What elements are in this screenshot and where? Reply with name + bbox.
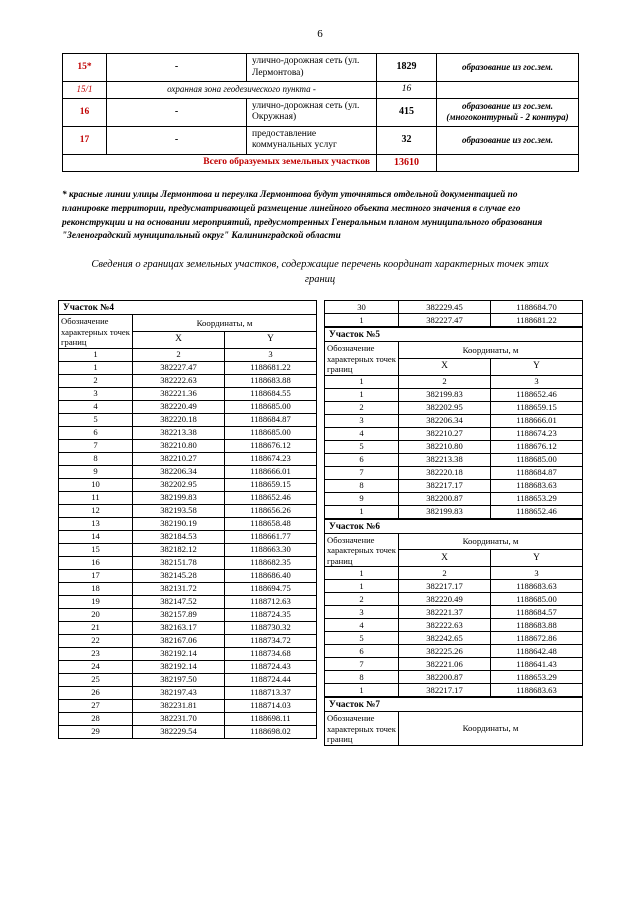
point-number: 28: [59, 712, 133, 725]
plot-title-row: [325, 519, 583, 533]
point-x: 382213.38: [399, 453, 491, 466]
table-row: [63, 98, 579, 126]
point-x: 382231.81: [133, 699, 225, 712]
header-y: Y: [491, 358, 583, 375]
point-x: 382220.49: [133, 400, 225, 413]
column-number: 3: [491, 567, 583, 580]
header-x: X: [399, 550, 491, 567]
point-number: 9: [325, 492, 399, 505]
point-number: 2: [59, 374, 133, 387]
point-x: 382163.17: [133, 621, 225, 634]
table-row: [59, 426, 317, 439]
plot-purpose: улично-дорожная сеть (ул. Лермонтова): [247, 54, 377, 82]
point-y: 1188652.46: [225, 491, 317, 504]
section-heading-line2: характерных точек этих границ: [304, 258, 549, 285]
point-number: 7: [59, 439, 133, 452]
point-y: 1188663.30: [225, 543, 317, 556]
point-x: 382202.95: [399, 401, 491, 414]
point-y: 1188684.70: [491, 301, 583, 314]
point-number: 4: [325, 427, 399, 440]
point-number: 21: [59, 621, 133, 634]
point-number: 6: [325, 453, 399, 466]
point-x: 382217.17: [399, 580, 491, 593]
point-x: 382199.83: [133, 491, 225, 504]
table-row: [325, 414, 583, 427]
point-y: 1188724.44: [225, 673, 317, 686]
point-x: 382220.49: [399, 593, 491, 606]
table-row: [325, 453, 583, 466]
header-coordinates: Координаты, м: [399, 533, 583, 550]
point-y: 1188676.12: [491, 440, 583, 453]
point-number: 5: [59, 413, 133, 426]
point-y: 1188653.29: [491, 671, 583, 684]
point-number: 11: [59, 491, 133, 504]
point-y: 1188652.46: [491, 388, 583, 401]
section-heading: [85, 258, 555, 287]
zone-description: охранная зона геодезического пункта -: [107, 82, 377, 99]
point-y: 1188685.00: [491, 453, 583, 466]
point-y: 1188684.87: [225, 413, 317, 426]
point-number: 6: [325, 645, 399, 658]
point-number: 1: [325, 505, 399, 518]
page-number: 6: [317, 28, 323, 40]
point-number: 29: [59, 725, 133, 738]
zone-area: 16: [377, 82, 437, 99]
table-row: [325, 479, 583, 492]
table-row: [59, 361, 317, 374]
header-x: X: [399, 358, 491, 375]
coordinates-columns: [0, 300, 640, 746]
section-heading-line1: Сведения о границах земельных участков, содержащие перечень координат: [91, 258, 433, 270]
plot-area: 32: [377, 126, 437, 154]
coordinates-table: [324, 519, 583, 698]
header-designation: Обозначение характерных точек границ: [325, 533, 399, 567]
column-number: 2: [399, 567, 491, 580]
table-row: [325, 580, 583, 593]
column-number: 3: [225, 348, 317, 361]
plot-title-row: [59, 301, 317, 315]
coordinates-table: [324, 300, 583, 327]
point-x: 382210.27: [133, 452, 225, 465]
point-number: 8: [325, 479, 399, 492]
point-y: 1188684.87: [491, 466, 583, 479]
point-y: 1188734.68: [225, 647, 317, 660]
point-y: 1188652.46: [491, 505, 583, 518]
point-y: 1188724.35: [225, 608, 317, 621]
plot-purpose: предоставление коммунальных услуг: [247, 126, 377, 154]
table-row: [325, 492, 583, 505]
point-number: 12: [59, 504, 133, 517]
table-row: [325, 301, 583, 314]
total-label: Всего образуемых земельных участков: [63, 155, 377, 172]
coordinates-header-row: [325, 712, 583, 746]
table-row: [59, 491, 317, 504]
table-row: [325, 593, 583, 606]
table-row: [325, 684, 583, 697]
plot-owner: -: [107, 126, 247, 154]
zone-number: 15/1: [63, 82, 107, 99]
coordinates-colnum-row: [325, 375, 583, 388]
point-number: 27: [59, 699, 133, 712]
table-row: [59, 699, 317, 712]
point-y: 1188712.63: [225, 595, 317, 608]
point-x: 382227.47: [399, 314, 491, 327]
point-x: 382217.17: [399, 684, 491, 697]
table-row: [59, 582, 317, 595]
point-y: 1188698.11: [225, 712, 317, 725]
plot-area: 1829: [377, 54, 437, 82]
point-number: 7: [325, 466, 399, 479]
point-y: 1188676.12: [225, 439, 317, 452]
table-row: [59, 530, 317, 543]
column-number: 1: [325, 375, 399, 388]
point-y: 1188642.48: [491, 645, 583, 658]
point-number: 8: [59, 452, 133, 465]
point-y: 1188653.29: [491, 492, 583, 505]
table-row: [325, 466, 583, 479]
point-number: 5: [325, 632, 399, 645]
table-row: [59, 478, 317, 491]
point-number: 8: [325, 671, 399, 684]
coordinates-table-body: [325, 698, 583, 746]
plot-owner: -: [107, 98, 247, 126]
point-y: 1188685.00: [225, 426, 317, 439]
point-y: 1188685.00: [491, 593, 583, 606]
land-plots-table-wrap: [0, 53, 640, 172]
point-number: 1: [325, 580, 399, 593]
point-number: 1: [325, 684, 399, 697]
table-row: [59, 465, 317, 478]
point-x: 382200.87: [399, 492, 491, 505]
plot-number: 15*: [63, 54, 107, 82]
plot-owner: -: [107, 54, 247, 82]
point-number: 9: [59, 465, 133, 478]
table-row: [59, 608, 317, 621]
plot-purpose: улично-дорожная сеть (ул. Окружная): [247, 98, 377, 126]
point-x: 382184.53: [133, 530, 225, 543]
coordinates-table-body: [325, 301, 583, 327]
table-row: [325, 645, 583, 658]
column-number: 3: [491, 375, 583, 388]
footnote-text: * красные линии улицы Лермонтова и переулка Лермонтова будут уточняться отдельной документацией по планировке территории, предусматривающей размещение линейного объекта местного значения в случае его реконструкции и на основании мероприятий, предусмотренных Генеральным планом муниципального образования "Зеленоградский муниципальный округ" Калининградской области: [62, 190, 543, 242]
table-row: [59, 543, 317, 556]
point-y: 1188682.35: [225, 556, 317, 569]
table-row-total: [63, 155, 579, 172]
point-x: 382145.28: [133, 569, 225, 582]
plot-title-row: [325, 698, 583, 712]
table-row: [59, 712, 317, 725]
point-number: 2: [325, 593, 399, 606]
table-row: [59, 504, 317, 517]
point-x: 382220.18: [399, 466, 491, 479]
point-number: 3: [59, 387, 133, 400]
plot-area: 415: [377, 98, 437, 126]
plot-number: 17: [63, 126, 107, 154]
point-y: 1188683.88: [225, 374, 317, 387]
total-note: [437, 155, 579, 172]
table-row: [59, 673, 317, 686]
point-x: 382131.72: [133, 582, 225, 595]
point-x: 382190.19: [133, 517, 225, 530]
point-y: 1188674.23: [225, 452, 317, 465]
point-number: 19: [59, 595, 133, 608]
point-x: 382220.18: [133, 413, 225, 426]
point-y: 1188734.72: [225, 634, 317, 647]
point-x: 382197.43: [133, 686, 225, 699]
plot-note: образование из гос.зем.: [437, 54, 579, 82]
point-x: 382231.70: [133, 712, 225, 725]
point-y: 1188683.63: [491, 479, 583, 492]
table-row: [325, 401, 583, 414]
point-x: 382192.14: [133, 660, 225, 673]
point-y: 1188659.15: [225, 478, 317, 491]
table-row: [59, 374, 317, 387]
table-row: [59, 387, 317, 400]
point-number: 22: [59, 634, 133, 647]
plot-number: 16: [63, 98, 107, 126]
point-x: 382199.83: [399, 388, 491, 401]
point-y: 1188683.63: [491, 684, 583, 697]
point-y: 1188674.23: [491, 427, 583, 440]
point-x: 382225.26: [399, 645, 491, 658]
point-x: 382229.54: [133, 725, 225, 738]
point-number: 3: [325, 414, 399, 427]
plot-title-row: [325, 328, 583, 342]
point-y: 1188714.03: [225, 699, 317, 712]
point-y: 1188730.32: [225, 621, 317, 634]
header-designation: Обозначение характерных точек границ: [325, 342, 399, 376]
table-row: [59, 621, 317, 634]
header-coordinates: Координаты, м: [399, 712, 583, 746]
point-number: 1: [325, 388, 399, 401]
point-number: 26: [59, 686, 133, 699]
point-y: 1188659.15: [491, 401, 583, 414]
point-number: 16: [59, 556, 133, 569]
point-y: 1188685.00: [225, 400, 317, 413]
coordinates-right-column: [324, 300, 582, 746]
plot-title: Участок №6: [325, 519, 583, 533]
header-coordinates: Координаты, м: [399, 342, 583, 359]
column-number: 1: [325, 567, 399, 580]
table-row: [325, 314, 583, 327]
plot-title: Участок №7: [325, 698, 583, 712]
point-number: 10: [59, 478, 133, 491]
table-row: [59, 660, 317, 673]
point-x: 382206.34: [133, 465, 225, 478]
table-row: [59, 439, 317, 452]
column-number: 2: [399, 375, 491, 388]
table-row: [63, 54, 579, 82]
point-x: 382210.27: [399, 427, 491, 440]
point-x: 382217.17: [399, 479, 491, 492]
point-x: 382193.58: [133, 504, 225, 517]
coordinates-left-column: [58, 300, 316, 739]
point-y: 1188694.75: [225, 582, 317, 595]
header-y: Y: [225, 331, 317, 348]
point-x: 382200.87: [399, 671, 491, 684]
point-number: 25: [59, 673, 133, 686]
coordinates-table: [58, 300, 317, 739]
header-x: X: [133, 331, 225, 348]
point-y: 1188683.63: [491, 580, 583, 593]
plot-title: Участок №4: [59, 301, 317, 315]
total-area: 13610: [377, 155, 437, 172]
point-x: 382221.06: [399, 658, 491, 671]
point-y: 1188684.57: [491, 606, 583, 619]
point-x: 382227.47: [133, 361, 225, 374]
header-coordinates: Координаты, м: [133, 315, 317, 332]
point-number: 15: [59, 543, 133, 556]
point-number: 18: [59, 582, 133, 595]
point-y: 1188686.40: [225, 569, 317, 582]
table-row: [325, 427, 583, 440]
coordinates-colnum-row: [325, 567, 583, 580]
point-x: 382210.80: [399, 440, 491, 453]
coordinates-header-row: [325, 342, 583, 359]
point-number: 17: [59, 569, 133, 582]
land-plots-table-body: [63, 54, 579, 172]
column-number: 2: [133, 348, 225, 361]
table-row: [59, 725, 317, 738]
table-row: [325, 671, 583, 684]
table-row: [325, 388, 583, 401]
point-y: 1188666.01: [225, 465, 317, 478]
table-row: [59, 413, 317, 426]
table-row: [325, 606, 583, 619]
point-number: 13: [59, 517, 133, 530]
table-row: [59, 647, 317, 660]
point-number: 30: [325, 301, 399, 314]
point-number: 2: [325, 401, 399, 414]
point-x: 382222.63: [133, 374, 225, 387]
point-y: 1188698.02: [225, 725, 317, 738]
table-row: [59, 517, 317, 530]
point-x: 382192.14: [133, 647, 225, 660]
point-x: 382157.89: [133, 608, 225, 621]
point-y: 1188641.43: [491, 658, 583, 671]
point-number: 5: [325, 440, 399, 453]
plot-title: Участок №5: [325, 328, 583, 342]
land-plots-table: [62, 53, 579, 172]
table-row: [59, 686, 317, 699]
coordinates-table-body: [325, 519, 583, 697]
point-y: 1188658.48: [225, 517, 317, 530]
table-row-zone: [63, 82, 579, 99]
zone-note: [437, 82, 579, 99]
point-number: 1: [325, 314, 399, 327]
table-row: [59, 595, 317, 608]
header-designation: Обозначение характерных точек границ: [59, 315, 133, 349]
table-row: [59, 556, 317, 569]
point-y: 1188656.26: [225, 504, 317, 517]
point-y: 1188681.22: [491, 314, 583, 327]
point-y: 1188681.22: [225, 361, 317, 374]
point-x: 382222.63: [399, 619, 491, 632]
point-y: 1188724.43: [225, 660, 317, 673]
point-number: 14: [59, 530, 133, 543]
point-x: 382202.95: [133, 478, 225, 491]
point-y: 1188672.86: [491, 632, 583, 645]
column-number: 1: [59, 348, 133, 361]
point-y: 1188684.55: [225, 387, 317, 400]
point-number: 3: [325, 606, 399, 619]
point-number: 6: [59, 426, 133, 439]
point-number: 4: [325, 619, 399, 632]
coordinates-table-body: [59, 301, 317, 739]
point-number: 23: [59, 647, 133, 660]
point-x: 382229.45: [399, 301, 491, 314]
plot-note: образование из гос.зем. (многоконтурный - 2 контура): [437, 98, 579, 126]
point-number: 4: [59, 400, 133, 413]
table-row: [325, 619, 583, 632]
coordinates-header-row: [59, 315, 317, 332]
table-row: [59, 400, 317, 413]
plot-note: образование из гос.зем.: [437, 126, 579, 154]
point-number: 20: [59, 608, 133, 621]
point-y: 1188666.01: [491, 414, 583, 427]
point-y: 1188713.37: [225, 686, 317, 699]
coordinates-table-body: [325, 328, 583, 519]
table-row: [325, 505, 583, 518]
point-x: 382206.34: [399, 414, 491, 427]
table-row: [325, 658, 583, 671]
table-row: [59, 634, 317, 647]
point-number: 7: [325, 658, 399, 671]
header-designation: Обозначение характерных точек границ: [325, 712, 399, 746]
point-x: 382182.12: [133, 543, 225, 556]
point-x: 382213.38: [133, 426, 225, 439]
table-row: [59, 569, 317, 582]
coordinates-header-row: [325, 533, 583, 550]
coordinates-colnum-row: [59, 348, 317, 361]
point-x: 382221.36: [133, 387, 225, 400]
point-number: 24: [59, 660, 133, 673]
table-row: [63, 126, 579, 154]
point-y: 1188683.88: [491, 619, 583, 632]
point-number: 1: [59, 361, 133, 374]
point-x: 382147.52: [133, 595, 225, 608]
coordinates-table: [324, 327, 583, 519]
coordinates-table: [324, 697, 583, 746]
point-x: 382197.50: [133, 673, 225, 686]
point-x: 382199.83: [399, 505, 491, 518]
point-x: 382167.06: [133, 634, 225, 647]
table-row: [325, 632, 583, 645]
table-row: [325, 440, 583, 453]
point-y: 1188661.77: [225, 530, 317, 543]
point-x: 382151.78: [133, 556, 225, 569]
header-y: Y: [491, 550, 583, 567]
point-x: 382221.37: [399, 606, 491, 619]
point-x: 382242.65: [399, 632, 491, 645]
point-x: 382210.80: [133, 439, 225, 452]
table-row: [59, 452, 317, 465]
